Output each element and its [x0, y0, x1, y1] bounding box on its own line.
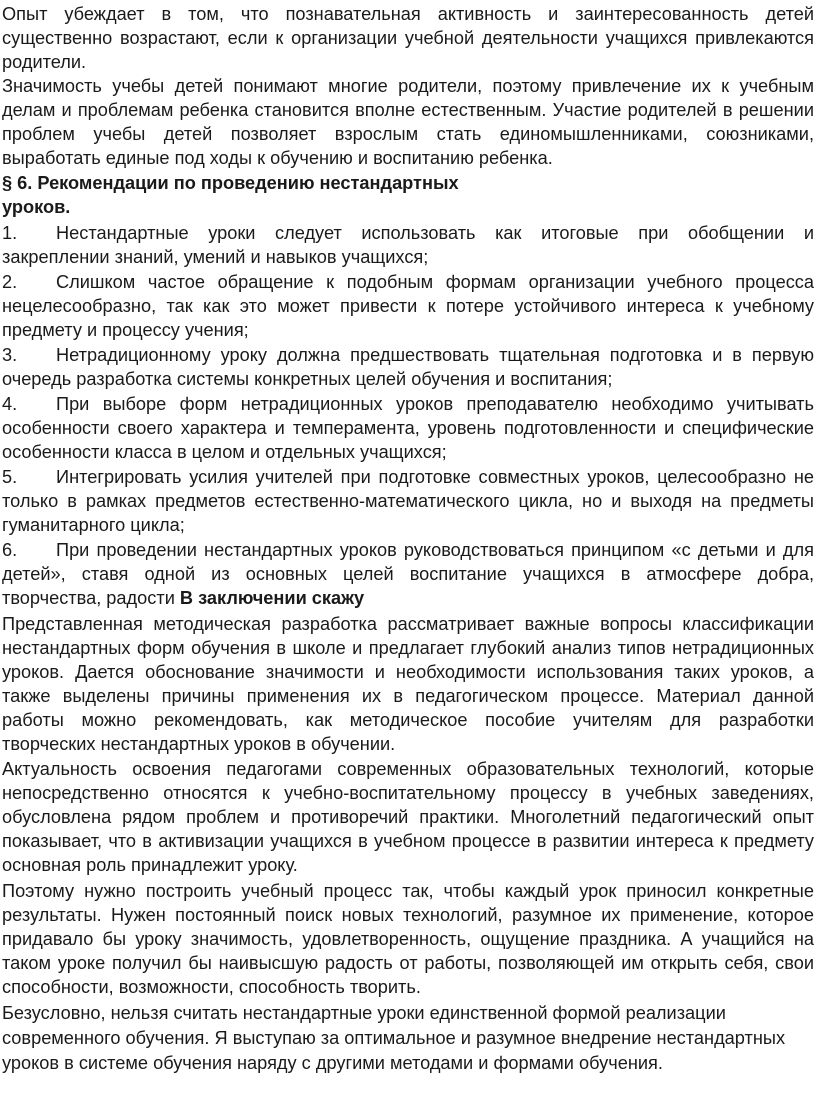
text-line	[2, 146, 814, 170]
text-line	[2, 26, 814, 50]
text-line	[2, 489, 814, 513]
text-line	[2, 416, 814, 440]
text-line	[2, 1001, 814, 1025]
line-text: предмету и процессу учения;	[2, 320, 249, 340]
list-item-line	[2, 465, 814, 489]
text-line	[2, 195, 814, 219]
line-text: также выделены причины применения их в педагогическом процессе. Материал данной	[2, 686, 814, 706]
line-text: Поэтому нужно построить учебный процесс так, чтобы каждый урок приносил конкретные	[2, 881, 814, 901]
line-text: уроков в системе обучения наряду с другими методами и формами обучения.	[2, 1053, 663, 1073]
line-text: особенности класса в целом и отдельных учащихся;	[2, 442, 447, 462]
text-line	[2, 318, 814, 342]
list-number: 3.	[2, 345, 18, 365]
line-text: Слишком частое обращение к подобным формам организации учебного процесса	[56, 272, 814, 292]
line-text: § 6. Рекомендации по проведению нестандартных	[2, 173, 459, 193]
text-line	[2, 171, 814, 195]
list-number: 4.	[2, 394, 18, 414]
list-item-line	[2, 270, 814, 294]
line-text: проблем учебы детей позволяет взрослым стать единомышленниками, союзниками,	[2, 124, 814, 144]
list-item-line	[2, 343, 814, 367]
line-text: работы можно рекомендовать, как методическое пособие учителям для разработки	[2, 710, 814, 730]
text-line	[2, 122, 814, 146]
text-line	[2, 829, 814, 853]
text-line	[2, 951, 814, 975]
list-number: 5.	[2, 467, 18, 487]
text-line	[2, 294, 814, 318]
text-line	[2, 586, 814, 610]
line-text: родители.	[2, 52, 87, 72]
line-text: особенности своего характера и темперамента, уровень подготовленности и специфические	[2, 418, 814, 438]
line-text: способности, возможности, способность творить.	[2, 977, 421, 997]
text-line	[2, 1051, 814, 1075]
list-number: 6.	[2, 540, 18, 560]
line-text: творчества, радости	[2, 588, 180, 608]
list-number: 1.	[2, 223, 18, 243]
list-item-line	[2, 392, 814, 416]
line-text: творческих нестандартных уроков в обучении.	[2, 734, 396, 754]
line-text: Нестандартные уроки следует использовать как итоговые при обобщении и	[56, 223, 814, 243]
line-text: При выборе форм нетрадиционных уроков преподавателю необходимо учитывать	[56, 394, 814, 414]
text-line	[2, 636, 814, 660]
text-line	[2, 1026, 814, 1050]
bold-heading-inline: В заключении скажу	[179, 588, 365, 608]
text-line	[2, 708, 814, 732]
list-item-line	[2, 221, 814, 245]
line-text: уроков. Дается обоснование значимости и необходимости использования таких уроков, а	[2, 662, 814, 682]
text-line	[2, 562, 814, 586]
line-text: делам и проблемам ребенка становится вполне естественным. Участие родителей в решении	[2, 100, 814, 120]
text-line	[2, 684, 814, 708]
line-text: только в рамках предметов естественно-математического цикла, но и выходя на предметы	[2, 491, 814, 511]
list-number: 2.	[2, 272, 18, 292]
text-line	[2, 367, 814, 391]
line-text: существенно возрастают, если к организации учебной деятельности учащихся привлекаются	[2, 28, 814, 48]
line-text: непосредственно относятся к учебно-воспитательному процессу в учебных заведениях,	[2, 783, 814, 803]
line-text: таком уроке получил бы наивысшую радость от работы, позволяющей им открыть себя, свои	[2, 953, 814, 973]
line-text: выработать единые под ходы к обучению и воспитанию ребенка.	[2, 148, 553, 168]
text-line	[2, 245, 814, 269]
text-line	[2, 903, 814, 927]
line-text: Интегрировать усилия учителей при подготовке совместных уроков, целесообразно не	[56, 467, 814, 487]
line-text: современного обучения. Я выступаю за оптимальное и разумное внедрение нестандартных	[2, 1028, 786, 1048]
line-text: детей», ставя одной из основных целей воспитание учащихся в атмосфере добра,	[2, 564, 814, 584]
text-line	[2, 975, 814, 999]
line-text: уроков.	[2, 197, 71, 217]
list-item-line	[2, 538, 814, 562]
text-line	[2, 879, 814, 903]
line-text: очередь разработка системы конкретных целей обучения и воспитания;	[2, 369, 613, 389]
text-line	[2, 612, 814, 636]
line-text: закреплении знаний, умений и навыков учащихся;	[2, 247, 429, 267]
line-text: результаты. Нужен постоянный поиск новых технологий, разумное их применение, которое	[2, 905, 814, 925]
line-text: показывает, что в активизации учащихся в учебном процессе в развитии интереса к предмету	[2, 831, 814, 851]
line-text: Значимость учебы детей понимают многие родители, поэтому привлечение их к учебным	[2, 76, 814, 96]
line-text: Представленная методическая разработка рассматривает важные вопросы классификации	[2, 614, 814, 634]
line-text: основная роль принадлежит уроку.	[2, 855, 298, 875]
text-line	[2, 781, 814, 805]
text-line	[2, 513, 814, 537]
line-text: придавало бы уроку значимость, удовлетворенность, ощущение праздника. А учащийся на	[2, 929, 814, 949]
text-line	[2, 853, 814, 877]
line-text: нецелесообразно, так как это может привести к потере устойчивого интереса к учебному	[2, 296, 814, 316]
text-line	[2, 50, 814, 74]
line-text: При проведении нестандартных уроков руководствоваться принципом «с детьми и для	[56, 540, 814, 560]
text-line	[2, 74, 814, 98]
text-line	[2, 2, 814, 26]
text-line	[2, 98, 814, 122]
line-text: Нетрадиционному уроку должна предшествовать тщательная подготовка и в первую	[56, 345, 814, 365]
text-line	[2, 732, 814, 756]
text-line	[2, 660, 814, 684]
line-text: Безусловно, нельзя считать нестандартные уроки единственной формой реализации	[2, 1003, 726, 1023]
text-line	[2, 757, 814, 781]
text-line	[2, 805, 814, 829]
text-line	[2, 440, 814, 464]
line-text: гуманитарного цикла;	[2, 515, 185, 535]
text-line	[2, 927, 814, 951]
line-text: нестандартных форм обучения в школе и предлагает глубокий анализ типов нетрадиционных	[2, 638, 814, 658]
line-text: Опыт убеждает в том, что познавательная активность и заинтересованность детей	[2, 4, 814, 24]
line-text: Актуальность освоения педагогами современных образовательных технологий, которые	[2, 759, 814, 779]
line-text: обусловлена рядом проблем и противоречий практики. Многолетний педагогический опыт	[2, 807, 814, 827]
